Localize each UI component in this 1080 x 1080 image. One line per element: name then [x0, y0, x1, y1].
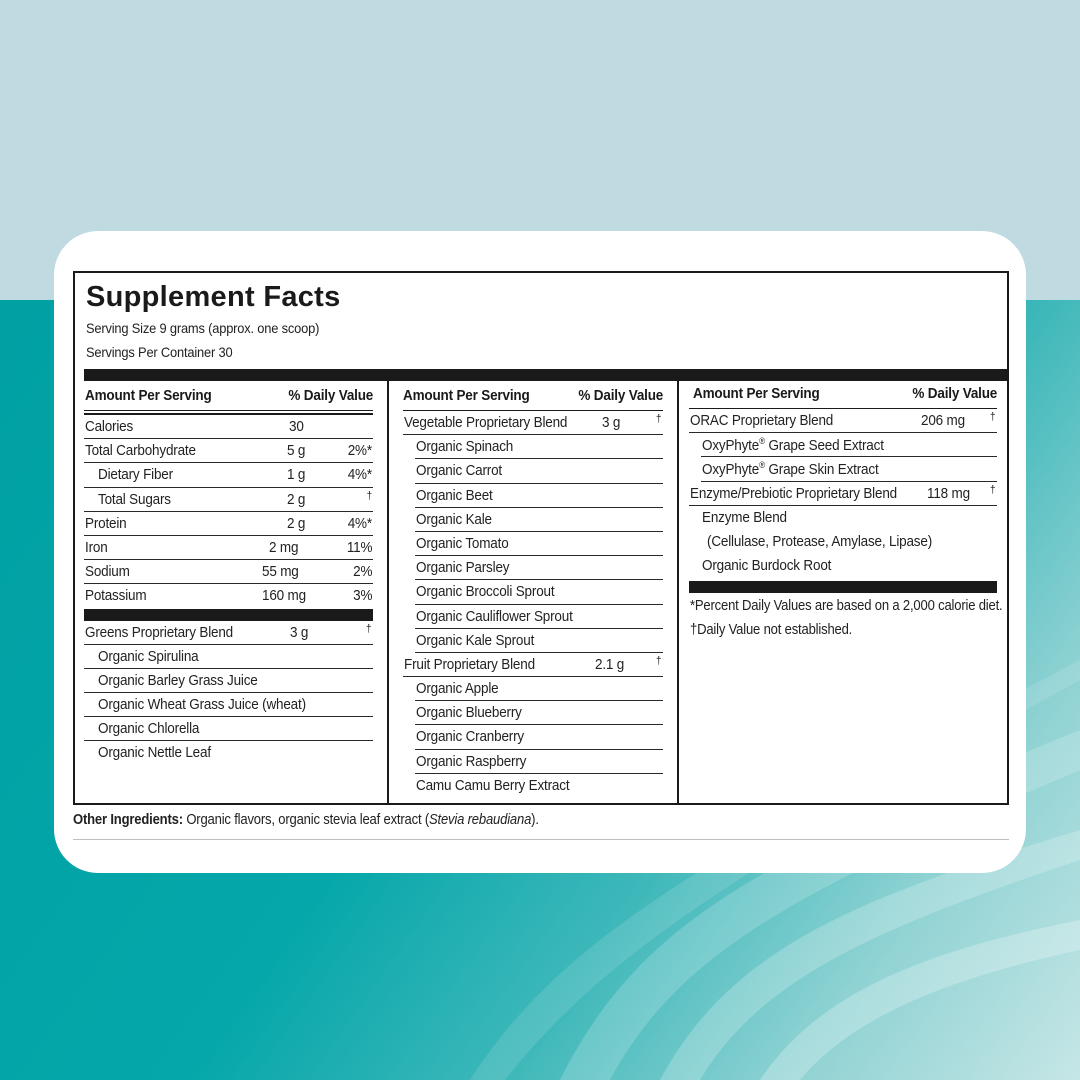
nutrient-name: Potassium: [85, 587, 147, 605]
ingredient-name: Organic Broccoli Sprout: [416, 583, 555, 601]
ingredient-row: [84, 669, 373, 693]
daily-value-percent: 11%: [346, 538, 372, 556]
serving-size: Serving Size 9 grams (approx. one scoop): [86, 320, 320, 336]
column-2: [403, 381, 663, 798]
ingredient-name: Organic Chlorella: [98, 720, 200, 738]
nutrient-amount: 118 mg: [927, 484, 970, 502]
amount-header: Amount Per Serving: [403, 387, 530, 404]
dagger-mark: †: [656, 654, 662, 667]
nutrient-amount: 30: [289, 418, 304, 435]
footnote-dagger: †Daily Value not established.: [690, 622, 853, 639]
ingredient-name: Organic Beet: [416, 486, 493, 504]
nutrient-name: ORAC Proprietary Blend: [690, 412, 834, 429]
other-ingredients-rule: [73, 839, 1009, 840]
header-bar: [84, 369, 1008, 381]
column-3: [689, 381, 1003, 645]
other-ingredients-latin: Stevia rebaudiana: [429, 812, 532, 828]
ingredient-name: Organic Kale Sprout: [416, 631, 535, 649]
ingredient-row: [415, 629, 663, 653]
ingredient-row: [701, 457, 997, 481]
nutrient-name: Iron: [85, 538, 108, 556]
ingredient-name: Organic Wheat Grass Juice (wheat): [98, 696, 306, 714]
column-1: [84, 381, 373, 766]
nutrient-name: Sodium: [85, 563, 130, 581]
ingredient-row: [689, 530, 997, 554]
other-ingredients-label: Other Ingredients:: [73, 812, 183, 828]
other-ingredients: [73, 812, 539, 828]
nutrient-row: [84, 584, 373, 608]
nutrient-row: [84, 512, 373, 536]
ingredient-row: [84, 693, 373, 717]
ingredient-row: [689, 506, 997, 530]
servings-per-container: Servings Per Container 30: [86, 344, 233, 360]
nutrient-amount: 5 g: [287, 442, 306, 460]
ingredient-row: [415, 459, 663, 483]
dv-header: % Daily Value: [912, 385, 997, 402]
dv-header: % Daily Value: [578, 387, 663, 404]
ingredient-name: Organic Cauliflower Sprout: [416, 607, 573, 625]
daily-value-percent: 3%: [352, 587, 372, 605]
nutrient-amount: 160 mg: [262, 587, 306, 605]
column-header: [84, 381, 373, 411]
ingredient-row: [415, 750, 663, 774]
ingredient-name: Organic Burdock Root: [702, 557, 832, 575]
ingredient-row: [415, 484, 663, 508]
ingredient-row: [415, 435, 663, 459]
nutrient-name: Enzyme/Prebiotic Proprietary Blend: [690, 484, 897, 502]
daily-value-percent: 4%*: [347, 466, 372, 484]
footnotes: [689, 593, 1003, 645]
nutrient-name: Total Sugars: [98, 490, 171, 508]
ingredient-name: Organic Carrot: [416, 462, 503, 480]
other-ingredients-text: Organic flavors, organic stevia leaf extract (: [182, 812, 430, 828]
ingredient-row: [415, 774, 663, 798]
column-header: [403, 381, 663, 411]
daily-value-percent: 2%: [352, 563, 372, 581]
orac-blend-row: [689, 409, 997, 433]
fruit-blend-row: [403, 653, 663, 677]
ingredient-name: Organic Nettle Leaf: [98, 744, 211, 762]
daily-value-percent: 4%*: [347, 514, 372, 532]
ingredient-name: Organic Tomato: [416, 534, 509, 552]
registered-mark: ®: [759, 436, 765, 447]
ingredient-suffix: Grape Skin Extract: [764, 461, 879, 479]
amount-header: Amount Per Serving: [693, 385, 820, 402]
nutrient-name: Calories: [85, 418, 134, 435]
ingredient-suffix: Grape Seed Extract: [764, 437, 884, 455]
nutrient-row: [84, 439, 373, 463]
vegetable-blend-row: [403, 411, 663, 435]
ingredient-row: [84, 717, 373, 741]
nutrient-amount: 55 mg: [262, 563, 299, 581]
ingredient-name: [702, 460, 879, 478]
nutrient-row: [84, 415, 373, 439]
column-header: [689, 381, 997, 409]
ingredient-name: Organic Spirulina: [98, 647, 199, 665]
dagger-mark: †: [990, 411, 996, 423]
column-divider: [677, 381, 679, 804]
dagger-mark: †: [366, 622, 372, 635]
nutrient-name: Greens Proprietary Blend: [85, 623, 234, 641]
column-divider: [387, 381, 389, 804]
nutrient-amount: 2 g: [287, 514, 306, 532]
ingredient-name: (Cellulase, Protease, Amylase, Lipase): [707, 532, 933, 550]
nutrient-row: [84, 488, 373, 512]
footnote-percent-dv: *Percent Daily Values are based on a 2,000 calorie diet.: [690, 598, 1003, 615]
brand-name: OxyPhyte: [702, 461, 760, 479]
ingredient-row: [84, 645, 373, 669]
nutrient-row: [84, 463, 373, 487]
ingredient-name: Organic Barley Grass Juice: [98, 671, 258, 689]
ingredient-name: [702, 436, 884, 454]
ingredient-name: Camu Camu Berry Extract: [416, 776, 570, 794]
ingredient-name: Organic Apple: [416, 680, 499, 698]
nutrient-row: [84, 536, 373, 560]
ingredient-row: [415, 701, 663, 725]
other-ingredients-end: ).: [531, 812, 539, 828]
nutrient-amount: 2 mg: [269, 538, 299, 556]
ingredient-row: [84, 741, 373, 765]
amount-header: Amount Per Serving: [85, 387, 212, 404]
nutrient-name: Dietary Fiber: [98, 466, 173, 484]
ingredient-name: Organic Kale: [416, 510, 492, 528]
footnote-separator: [689, 581, 997, 593]
ingredient-name: Organic Blueberry: [416, 704, 522, 722]
ingredient-name: Organic Spinach: [416, 438, 514, 456]
ingredient-row: [415, 556, 663, 580]
nutrient-name: Protein: [85, 514, 127, 532]
nutrient-amount: 3 g: [602, 414, 621, 431]
brand-name: OxyPhyte: [702, 437, 760, 455]
ingredient-row: [415, 605, 663, 629]
ingredient-row: [415, 532, 663, 556]
greens-blend-row: [84, 621, 373, 645]
enzyme-blend-row: [689, 482, 997, 506]
nutrient-amount: 206 mg: [921, 412, 965, 429]
nutrient-amount: 2.1 g: [595, 655, 625, 673]
ingredient-row: [689, 554, 997, 578]
supplement-facts-label: [73, 271, 1009, 841]
nutrient-row: [84, 560, 373, 584]
daily-value-percent: 2%*: [347, 442, 372, 460]
nutrient-name: Vegetable Proprietary Blend: [404, 414, 568, 431]
dv-header: % Daily Value: [288, 387, 373, 404]
blend-separator: [84, 609, 373, 621]
nutrient-name: Total Carbohydrate: [85, 442, 196, 460]
ingredient-row: [415, 508, 663, 532]
nutrient-amount: 3 g: [290, 623, 309, 641]
nutrient-amount: 1 g: [287, 466, 306, 484]
nutrient-amount: 2 g: [287, 490, 306, 508]
label-title: Supplement Facts: [86, 281, 341, 313]
ingredient-name: Organic Cranberry: [416, 728, 524, 746]
nutrient-name: Fruit Proprietary Blend: [404, 655, 535, 673]
ingredient-row: [415, 725, 663, 749]
ingredient-row: [415, 677, 663, 701]
dagger-mark: †: [656, 413, 662, 425]
daily-value-percent: †: [366, 489, 372, 502]
ingredient-row: [701, 433, 997, 457]
ingredient-name: Enzyme Blend: [702, 508, 787, 526]
dagger-mark: †: [990, 483, 996, 496]
ingredient-row: [415, 580, 663, 604]
registered-mark: ®: [759, 460, 765, 471]
ingredient-name: Organic Parsley: [416, 559, 510, 577]
ingredient-name: Organic Raspberry: [416, 752, 527, 770]
